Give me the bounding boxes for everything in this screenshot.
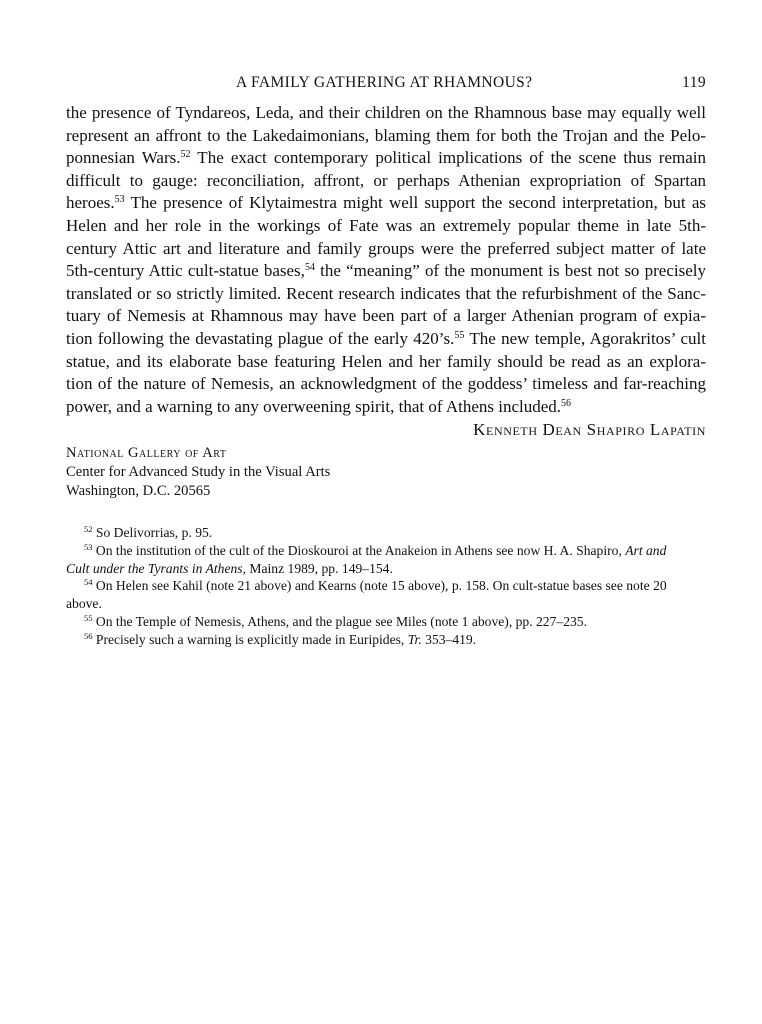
footnote-53-cont: Cult under the Tyrants in Athens, Mainz 1989, pp. 149–154. [66,560,393,576]
footnote-ref: 52 [180,149,191,161]
running-title: A FAMILY GATHERING AT RHAMNOUS? [236,74,533,91]
footnotes [66,524,706,649]
footnote-55: $^{55}$ On the Temple of Nemesis, Athens, and the plague see Miles (note 1 above), pp. 227–235. [84,612,587,629]
center-name: Center for Advanced Study in the Visual Arts [66,464,331,480]
body-line: ponnesian Wars.$^{52}$ The exact contemporary political implications of the scene thus remain [66,148,706,168]
affiliation [66,444,330,501]
institution: National Gallery of Art [66,445,227,461]
body-line: tuary of Nemesis at Rhamnous may have been part of a larger Athenian program of expia- [66,306,706,326]
page-number: 119 [682,74,706,91]
address: Washington, D.C. 20565 [66,483,211,499]
body-line: represent an affront to the Lakedaimonians, blaming them for both the Trojan and the Pelo- [66,125,706,145]
body-line: heroes.$^{53}$ The presence of Klytaimestra might well support the second interpretation, but as [66,193,706,213]
footnote-54: $^{54}$ On Helen see Kahil (note 21 above) and Kearns (note 15 above), p. 158. On cult-statue bases see note 20 [84,577,667,594]
footnote-54-cont: above. [66,596,102,612]
footnote-ref: 55 [454,329,465,341]
body-line: tion following the devastating plague of the early 420’s.$^{55}$ The new temple, Agorakritos’ cult [66,328,706,348]
footnote-ref: 56 [561,397,572,409]
body-line: tion of the nature of Nemesis, an acknowledgment of the goddess’ timeless and far-reaching [66,374,706,394]
body-line: century Attic art and literature and family groups were the preferred subject matter of late [66,238,706,258]
footnote-52: $^{52}$ So Delivorrias, p. 95. [84,524,213,540]
author-signature: Kenneth Dean Shapiro Lapatin [473,420,706,439]
body-line: translated or so strictly limited. Recent research indicates that the refurbishment of the Sanc- [66,283,706,303]
body-line: 5th-century Attic cult-statue bases,$^{54}$ the “meaning” of the monument is best not so precisely [66,261,707,281]
footnote-ref: 54 [304,262,315,274]
body-line: the presence of Tyndareos, Leda, and their children on the Rhamnous base may equally well [66,103,706,122]
body-line: difficult to gauge: reconciliation, affront, or perhaps Athenian expropriation of Spartan [66,170,706,190]
footnote-ref: 53 [114,194,125,206]
running-head [66,74,706,94]
body-line: statue, and its elaborate base featuring Helen and her family should be read as an explora- [66,351,706,371]
body-line: power, and a warning to any overweening spirit, that of Athens included.$^{56}$ [66,396,572,416]
footnote-53: $^{53}$ On the institution of the cult of the Dioskouroi at the Anakeion in Athens see now H. A. Shapiro, Art and [84,541,667,558]
body-paragraph [66,102,706,418]
body-line: Helen and her role in the workings of Fate was an extremely popular theme in late 5th- [66,215,706,235]
footnote-56: $^{56}$ Precisely such a warning is explicitly made in Euripides, Tr. 353–419. [84,630,477,647]
